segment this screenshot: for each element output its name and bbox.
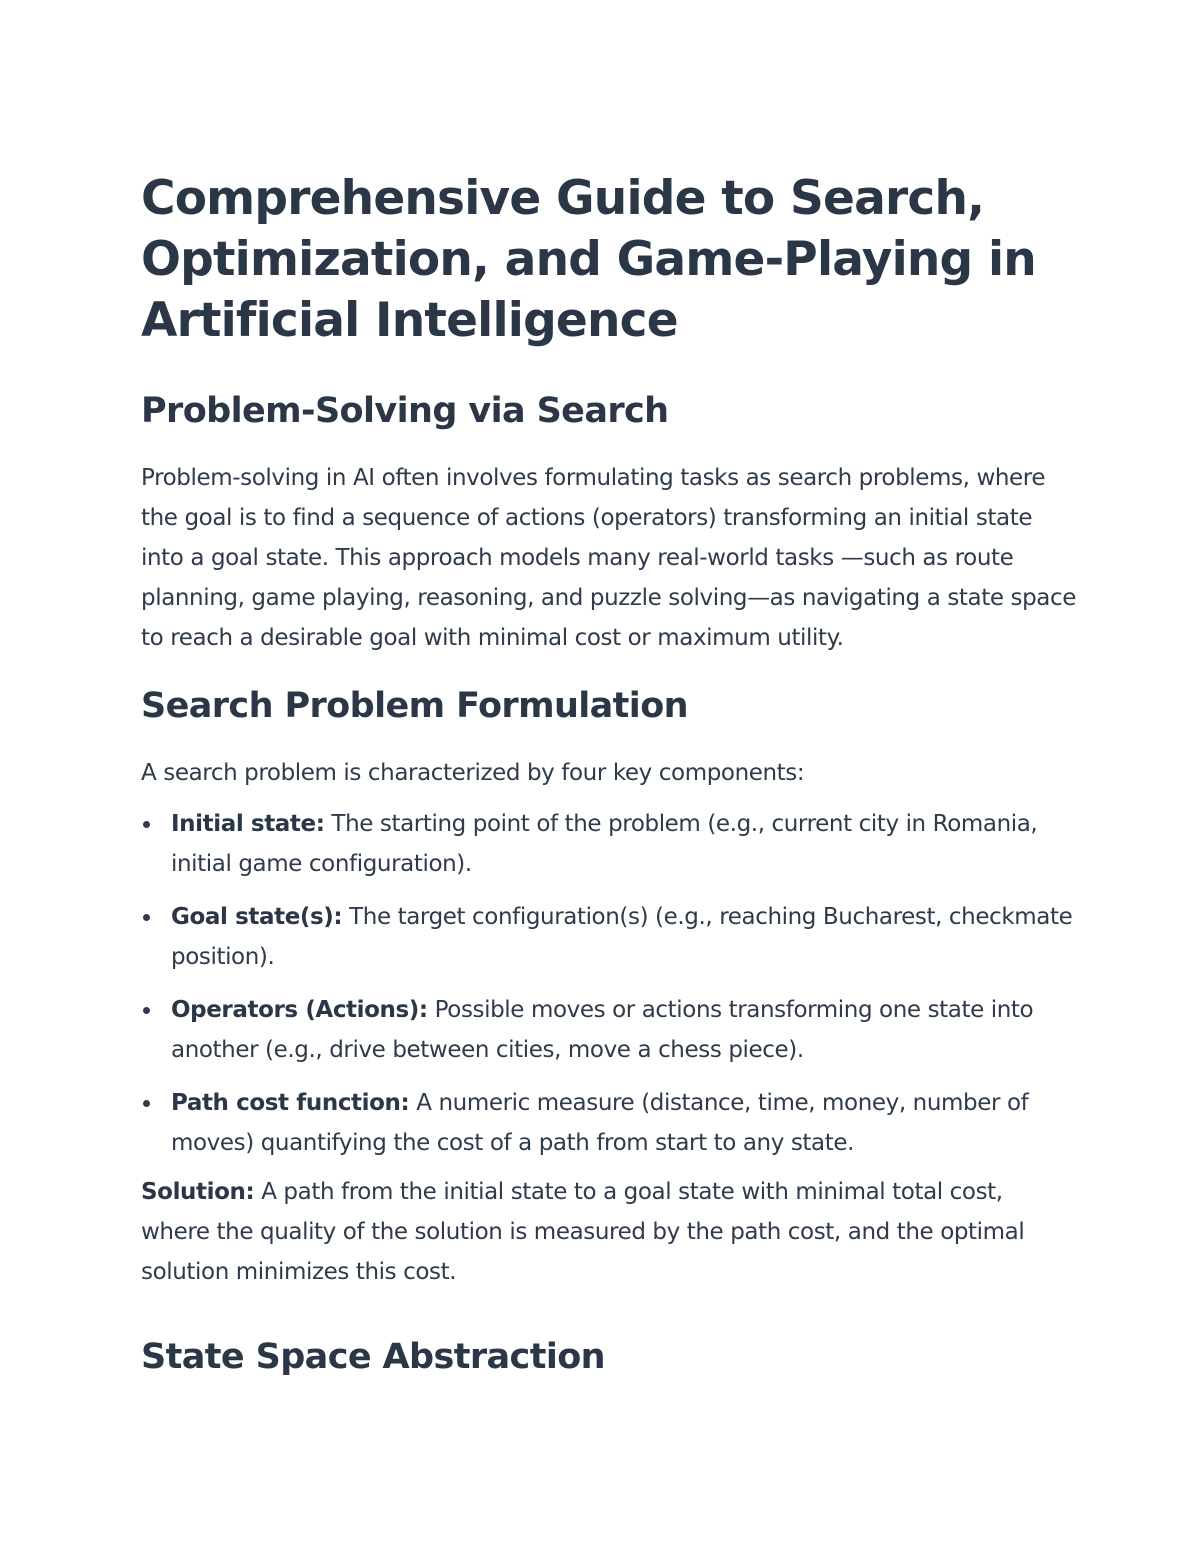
document-title: Comprehensive Guide to Search, Optimization, and Game-Playing in Artificial Intelligence bbox=[141, 171, 1036, 348]
component-text: The starting point of the problem (e.g., current city in Romania, initial game configuration). bbox=[171, 811, 1038, 877]
list-item bbox=[141, 804, 1076, 884]
component-term: Path cost function: bbox=[171, 1090, 410, 1116]
list-item bbox=[141, 897, 1076, 977]
component-term: Initial state: bbox=[171, 811, 325, 837]
bullet-icon bbox=[143, 1100, 150, 1107]
solution-text: A path from the initial state to a goal state with minimal total cost, where the quality of the solution is measured by the path cost, and the optimal solution minimizes this cost. bbox=[141, 1179, 1025, 1285]
components-list bbox=[141, 804, 1076, 1163]
bullet-icon bbox=[143, 821, 150, 828]
list-item bbox=[141, 990, 1076, 1070]
bullet-icon bbox=[143, 1007, 150, 1014]
component-term: Operators (Actions): bbox=[171, 997, 428, 1023]
paragraph-solution bbox=[141, 1172, 1076, 1292]
document-page bbox=[141, 168, 1076, 1379]
component-term: Goal state(s): bbox=[171, 904, 343, 930]
solution-term: Solution: bbox=[141, 1179, 255, 1205]
bullet-icon bbox=[143, 914, 150, 921]
section-heading-problem-solving: Problem-Solving via Search bbox=[141, 391, 669, 431]
list-item bbox=[141, 1083, 1076, 1163]
paragraph-problem-solving: Problem-solving in AI often involves formulating tasks as search problems, where the goal is to find a sequence of actions (operators) transforming an initial state into a goal state. This approach models many real-world tasks —such as route planning, game playing, reasoning, and puzzle solving—as navigating a state space to reach a desirable goal with minimal cost or maximum utility. bbox=[141, 465, 1076, 651]
section-heading-state-space: State Space Abstraction bbox=[141, 1337, 605, 1377]
section-heading-formulation: Search Problem Formulation bbox=[141, 686, 688, 726]
component-text: The target configuration(s) (e.g., reaching Bucharest, checkmate position). bbox=[171, 904, 1073, 970]
component-text: A numeric measure (distance, time, money, number of moves) quantifying the cost of a path from start to any state. bbox=[171, 1090, 1029, 1156]
component-text: Possible moves or actions transforming one state into another (e.g., drive between cities, move a chess piece). bbox=[171, 997, 1034, 1063]
paragraph-formulation-intro: A search problem is characterized by four key components: bbox=[141, 760, 805, 786]
